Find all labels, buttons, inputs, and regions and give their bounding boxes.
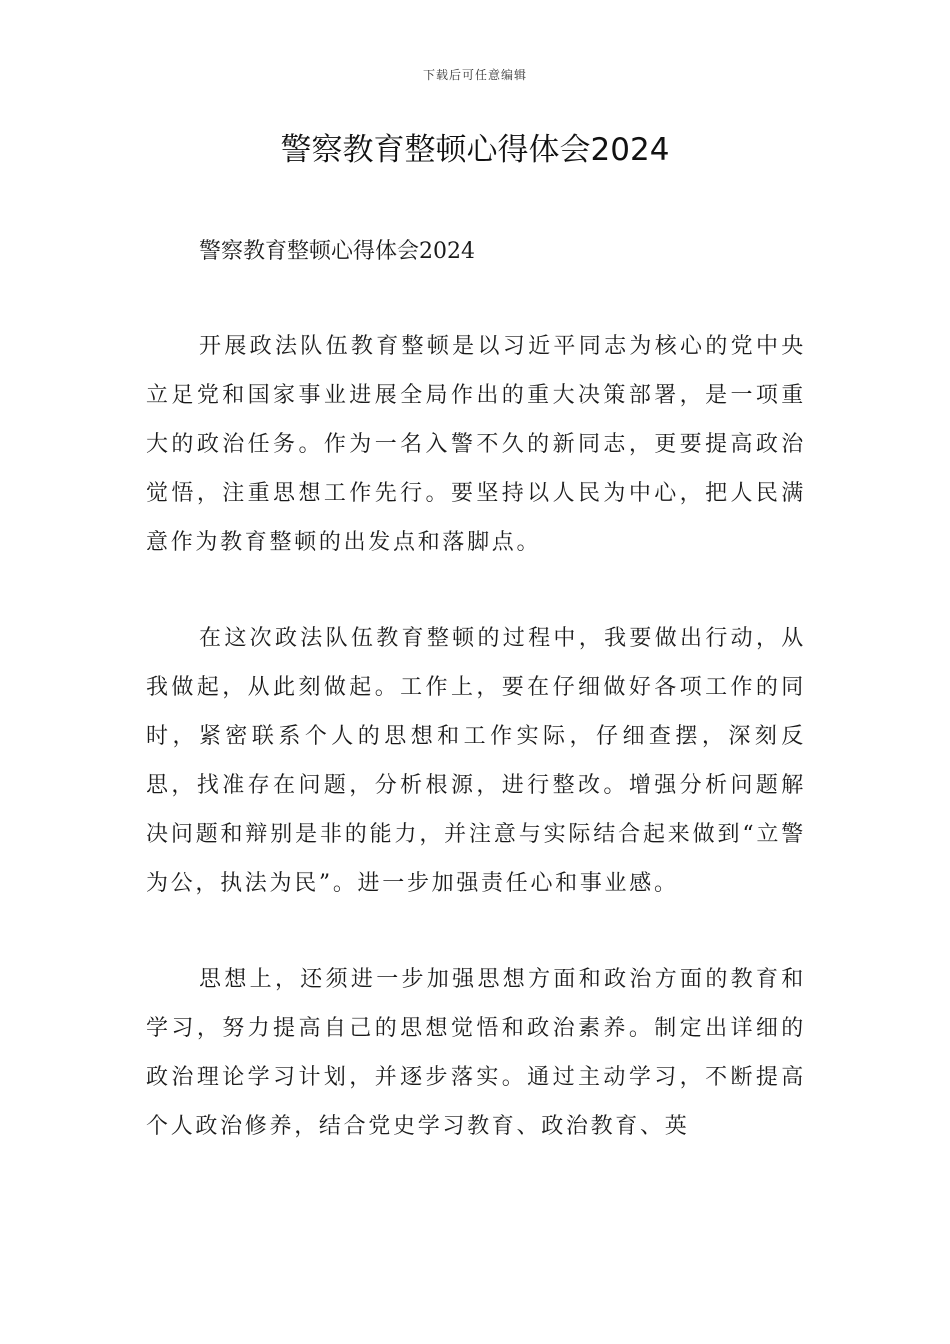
document-subtitle: 警察教育整顿心得体会2024 (199, 239, 475, 264)
document-body (146, 228, 806, 1198)
paragraph-3: 思想上，还须进一步加强思想方面和政治方面的教育和学习，努力提高自己的思想觉悟和政治素养。制定出详细的政治理论学习计划，并逐步落实。通过主动学习，不断提高个人政治修养，结合党史学习教育、政治教育、英 (146, 967, 806, 1139)
document-title: 警察教育整顿心得体会2024 (280, 132, 670, 168)
paragraph-2: 在这次政法队伍教育整顿的过程中，我要做出行动，从我做起，从此刻做起。工作上，要在仔细做好各项工作的同时，紧密联系个人的思想和工作实际，仔细查摆，深刻反思，找准存在问题，分析根源，进行整改。增强分析问题解决问题和辩别是非的能力，并注意与实际结合起来做到“立警为公，执法为民”。进一步加强责任心和事业感。 (146, 626, 806, 896)
paragraph-1: 开展政法队伍教育整顿是以习近平同志为核心的党中央立足党和国家事业进展全局作出的重大决策部署，是一项重大的政治任务。作为一名入警不久的新同志，更要提高政治觉悟，注重思想工作先行。要坚持以人民为中心，把人民满意作为教育整顿的出发点和落脚点。 (146, 334, 806, 555)
download-note: 下载后可任意编辑 (422, 68, 527, 82)
